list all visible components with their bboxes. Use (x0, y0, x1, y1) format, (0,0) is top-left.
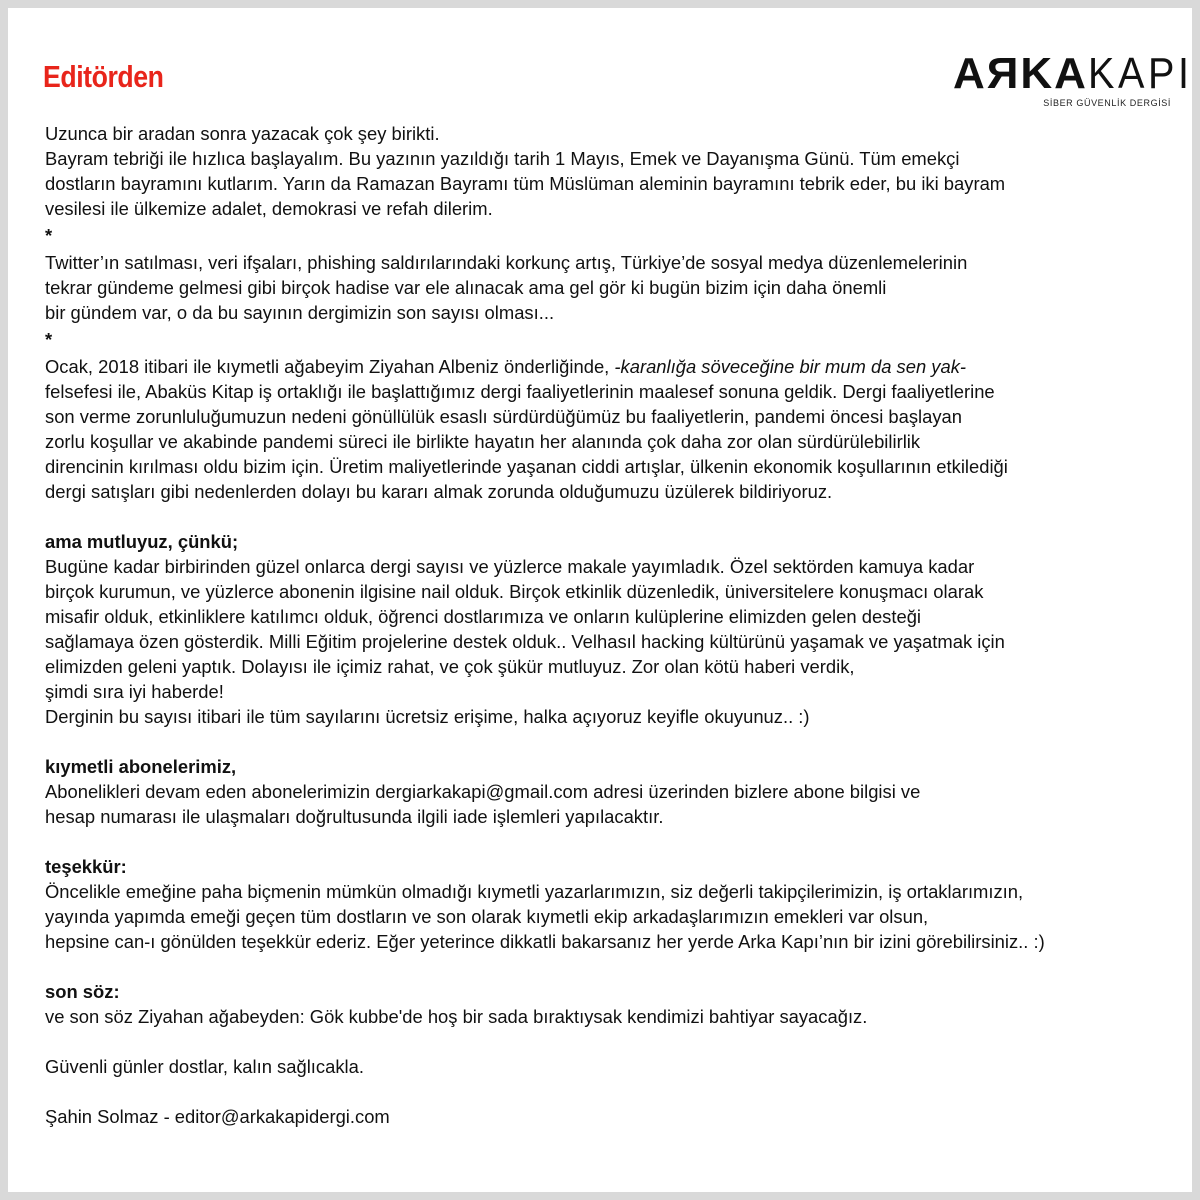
ocak-paragraph-line: dergi satışları gibi nedenlerden dolayı bu kararı almak zorunda olduğumuzu üzülerek bildiriyoruz. (45, 481, 833, 502)
ocak-first-plain: Ocak, 2018 itibari ile kıymetli ağabeyim Ziyahan Albeniz önderliğinde, (45, 356, 615, 377)
ocak-paragraph-first-line (45, 354, 1195, 379)
sonsoz-line: ve son söz Ziyahan ağabeyden: Gök kubbe'de hoş bir sada bıraktıysak kendimizi bahtiyar sayacağız. (45, 1006, 868, 1027)
section-title: Editörden (43, 59, 164, 94)
logo-wordmark (953, 50, 1200, 98)
mutluyuz-paragraph-line: birçok kurumun, ve yüzlerce abonenin ilgisine nail olduk. Birçok etkinlik düzenledik, üniversitelere konuşmacı olarak (45, 581, 984, 602)
closing-line: Güvenli günler dostlar, kalın sağlıcakla. (45, 1056, 364, 1077)
mutluyuz-paragraph-line: misafir olduk, etkinliklere katılımcı olduk, öğrenci dostlarımıza ve onların kulüplerine elimizden gelen desteği (45, 606, 922, 627)
logo-arka-text: AЯKA (953, 49, 1088, 98)
ocak-paragraph-line: zorlu koşullar ve akabinde pandemi süreci ile birlikte hayatın her alanında çok daha zor olan sürdürülebilirlik (45, 431, 921, 452)
logo-kapi-text: KAPI (1087, 49, 1193, 98)
mutluyuz-paragraph-line: elimizden geleni yaptık. Dolayısı ile içimiz rahat, ve çok şükür mutluyuz. Zor olan kötü haberi verdik, (45, 656, 855, 677)
editorial-body (45, 121, 1195, 1129)
tesekkur-heading: teşekkür: (45, 856, 127, 877)
aboneler-paragraph-line: Abonelikleri devam eden abonelerimizin dergiarkakapi@gmail.com adresi üzerinden bizlere abone bilgisi ve (45, 781, 921, 802)
ocak-paragraph-line: felsefesi ile, Abaküs Kitap iş ortaklığı ile başlattığımız dergi faaliyetlerinin maalesef sonuna geldik. Dergi faaliyetlerine (45, 381, 995, 402)
aboneler-paragraph-line: hesap numarası ile ulaşmaları doğrultusunda ilgili iade işlemleri yapılacaktır. (45, 806, 664, 827)
separator-star: * (45, 225, 53, 246)
signature: Şahin Solmaz - editor@arkakapidergi.com (45, 1106, 390, 1127)
ocak-paragraph-line: direncinin kırılması oldu bizim için. Üretim maliyetlerinde yaşanan ciddi artışlar, ülkenin ekonomik koşullarının etkilediği (45, 456, 1008, 477)
mutluyuz-paragraph-line: sağlamaya özen gösterdik. Milli Eğitim projelerine destek olduk.. Velhasıl hacking kültürünü yaşamak ve yaşatmak için (45, 631, 1005, 652)
mutluyuz-paragraph-line: Derginin bu sayısı itibari ile tüm sayılarını ücretsiz erişime, halka açıyoruz keyifle okuyunuz.. :) (45, 706, 810, 727)
mutluyuz-heading: ama mutluyuz, çünkü; (45, 531, 239, 552)
sonsoz-heading: son söz: (45, 981, 120, 1002)
intro-paragraph-line: dostların bayramını kutlarım. Yarın da Ramazan Bayramı tüm Müslüman aleminin bayramını tebrik eder, bu iki bayram (45, 173, 1006, 194)
intro-paragraph-line: vesilesi ile ülkemize adalet, demokrasi ve refah dilerim. (45, 198, 493, 219)
logo-tagline: SİBER GÜVENLİK DERGİSİ (1043, 98, 1171, 108)
intro-line: Uzunca bir aradan sonra yazacak çok şey birikti. (45, 123, 440, 144)
ocak-paragraph-line: son verme zorunluluğumuzun nedeni gönüllülük esaslı sürdürdüğümüz bu faaliyetlerin, pandemi öncesi başlayan (45, 406, 963, 427)
separator-star: * (45, 329, 53, 350)
ocak-motto: -karanlığa söveceğine bir mum da sen yak- (614, 356, 967, 377)
twitter-paragraph-line: Twitter’ın satılması, veri ifşaları, phishing saldırılarındaki korkunç artış, Türkiye’de sosyal medya düzenlemelerinin (45, 252, 968, 273)
mutluyuz-paragraph-line: şimdi sıra iyi haberde! (45, 681, 224, 702)
editorial-page (8, 8, 1192, 1192)
twitter-paragraph-line: bir gündem var, o da bu sayının dergimizin son sayısı olması... (45, 302, 555, 323)
tesekkur-paragraph-line: Öncelikle emeğine paha biçmenin mümkün olmadığı kıymetli yazarlarımızın, siz değerli takipçilerimizin, iş ortaklarımızın, (45, 881, 1024, 902)
mutluyuz-paragraph-line: Bugüne kadar birbirinden güzel onlarca dergi sayısı ve yüzlerce makale yayımladık. Özel sektörden kamuya kadar (45, 556, 975, 577)
arka-kapi-logo (953, 49, 1193, 108)
twitter-paragraph-line: tekrar gündeme gelmesi gibi birçok hadise var ele alınacak ama gel gör ki bugün bizim için daha önemli (45, 277, 887, 298)
tesekkur-paragraph-line: yayında yapımda emeği geçen tüm dostların ve son olarak kıymetli ekip arkadaşlarımızın emekleri var olsun, (45, 906, 929, 927)
intro-paragraph-line: Bayram tebriği ile hızlıca başlayalım. Bu yazının yazıldığı tarih 1 Mayıs, Emek ve Dayanışma Günü. Tüm emekçi (45, 148, 960, 169)
aboneler-heading: kıymetli abonelerimiz, (45, 756, 237, 777)
tesekkur-paragraph-line: hepsine can-ı gönülden teşekkür ederiz. Eğer yeterince dikkatli bakarsanız her yerde Arka Kapı’nın bir izini görebilirsiniz.. :) (45, 931, 1045, 952)
